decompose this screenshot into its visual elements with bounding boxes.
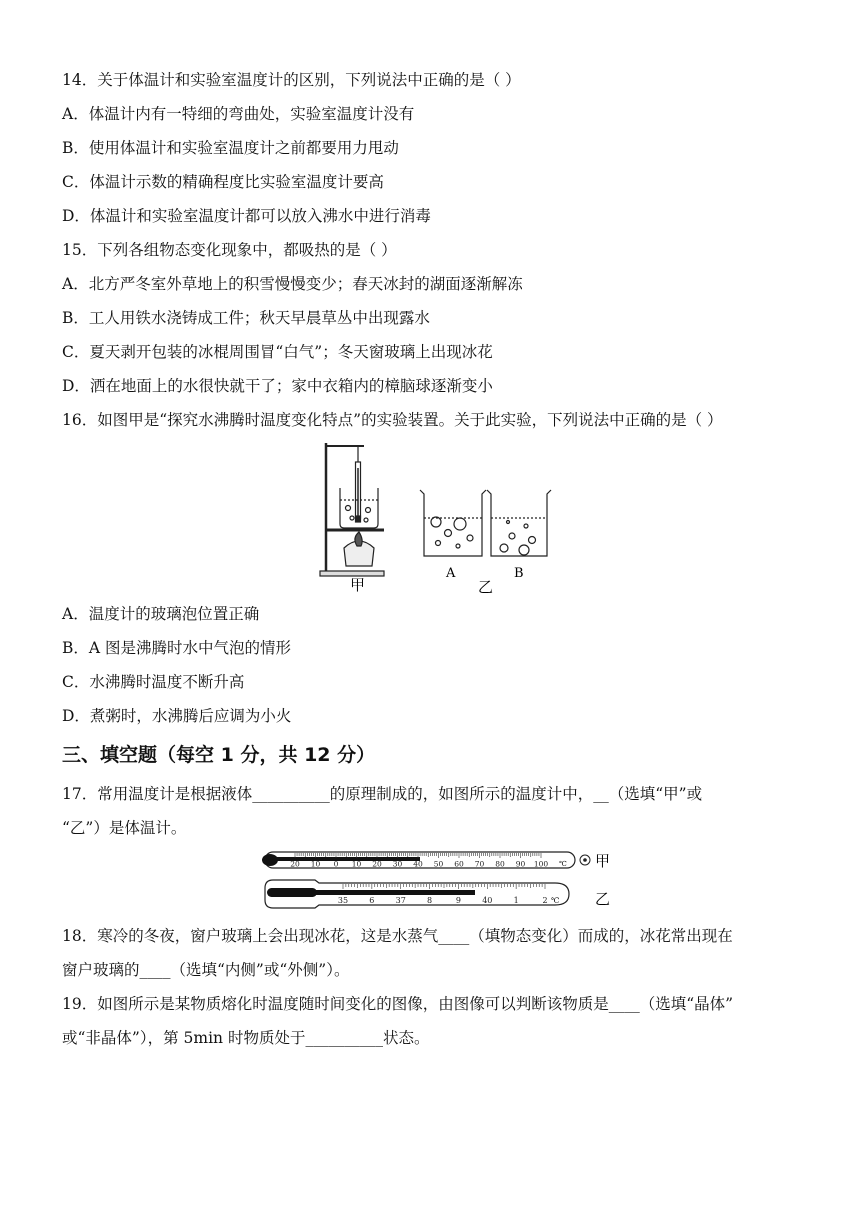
yi-scale-label: 35 (337, 896, 349, 905)
jia-scale-label: 20 (372, 859, 382, 869)
yi-scale-label: 40 (482, 896, 493, 905)
thermometer-label-jia: 甲 (595, 852, 611, 870)
q14-stem: 14．关于体温计和实验室温度计的区别，下列说法中正确的是（ ） (62, 71, 521, 89)
q19-line-2: 或“非晶体”），第 5min 时物质处于__________状态。 (62, 1029, 430, 1047)
jia-scale-label: 10 (310, 859, 321, 869)
jia-scale-label: 80 (495, 859, 505, 869)
yi-scale-label: 8 (427, 896, 433, 905)
yi-scale-label: 2 (542, 896, 548, 905)
jia-scale-label: 90 (515, 859, 526, 869)
jia-scale-label: 0 (333, 859, 339, 869)
q17-line-1: 17．常用温度计是根据液体__________的原理制成的，如图所示的温度计中，__（选填“甲”或 (62, 785, 703, 803)
jia-scale-unit: ℃ (559, 860, 567, 868)
yi-scale-label: 1 (513, 896, 519, 905)
q14-option-c: C．体温计示数的精确程度比实验室温度计要高 (62, 173, 384, 191)
beaker-b-illustration (487, 490, 551, 556)
q16-stem: 16．如图甲是“探究水沸腾时温度变化特点”的实验装置。关于此实验，下列说法中正确的是（ ） (62, 411, 723, 429)
q16-option-c: C．水沸腾时温度不断升高 (62, 673, 245, 691)
jia-scale-label: 20 (290, 859, 300, 869)
stand-setup-illustration (320, 443, 384, 576)
q15-option-b: B．工人用铁水浇铸成工件；秋天早晨草丛中出现露水 (62, 309, 430, 327)
figure-label-yi: 乙 (478, 578, 494, 596)
jia-scale-label: 70 (474, 859, 485, 869)
q18-line-2: 窗户玻璃的____（选填“内侧”或“外侧”）。 (62, 961, 350, 979)
q16-option-a: A．温度计的玻璃泡位置正确 (62, 605, 260, 623)
q16-option-b: B．A 图是沸腾时水中气泡的情形 (62, 639, 292, 657)
yi-scale-label: 6 (369, 896, 375, 905)
q15-option-d: D．洒在地面上的水很快就干了；家中衣箱内的樟脑球逐渐变小 (62, 377, 493, 395)
jia-scale-label: 30 (392, 859, 403, 869)
q18-line-1: 18．寒冷的冬夜，窗户玻璃上会出现冰花，这是水蒸气____（填物态变化）而成的，冰花常出现在 (62, 927, 733, 945)
beaker-a-illustration (420, 490, 486, 556)
thermometer-label-yi: 乙 (595, 890, 611, 908)
q16-option-d: D．煮粥时，水沸腾后应调为小火 (62, 707, 292, 725)
jia-scale-label: 10 (351, 859, 362, 869)
jia-scale-label: 50 (433, 859, 444, 869)
q14-option-d: D．体温计和实验室温度计都可以放入沸水中进行消毒 (62, 207, 431, 225)
q17-line-2: “乙”）是体温计。 (62, 819, 187, 837)
boiling-apparatus-figure (312, 438, 552, 598)
beaker-a-label: A (446, 566, 456, 581)
figure-label-jia: 甲 (350, 576, 366, 594)
jia-scale-label: 60 (454, 859, 464, 869)
q14-option-b: B．使用体温计和实验室温度计之前都要用力甩动 (62, 139, 399, 157)
jia-scale-label: 100 (533, 859, 549, 869)
q19-line-1: 19．如图所示是某物质熔化时温度随时间变化的图像，由图像可以判断该物质是____（选填“晶体” (62, 995, 734, 1013)
clinical-thermometer-yi (265, 880, 569, 908)
yi-scale-label: 37 (395, 896, 406, 905)
q15-stem: 15．下列各组物态变化现象中，都吸热的是（ ） (62, 241, 397, 259)
thermometers-figure (255, 844, 625, 916)
yi-scale-unit: ℃ (551, 896, 560, 905)
jia-scale-label: 40 (413, 859, 423, 869)
q14-option-a: A．体温计内有一特细的弯曲处，实验室温度计没有 (62, 105, 415, 123)
q15-option-c: C．夏天剥开包装的冰棍周围冒“白气”；冬天窗玻璃上出现冰花 (62, 343, 493, 361)
lab-thermometer-jia (262, 852, 590, 869)
q15-option-a: A．北方严冬室外草地上的积雪慢慢变少；春天冰封的湖面逐渐解冻 (62, 275, 523, 293)
section-3-title: 三、填空题（每空 1 分，共 12 分） (62, 744, 376, 766)
beaker-b-label: B (514, 566, 524, 581)
yi-scale-label: 9 (455, 896, 461, 905)
